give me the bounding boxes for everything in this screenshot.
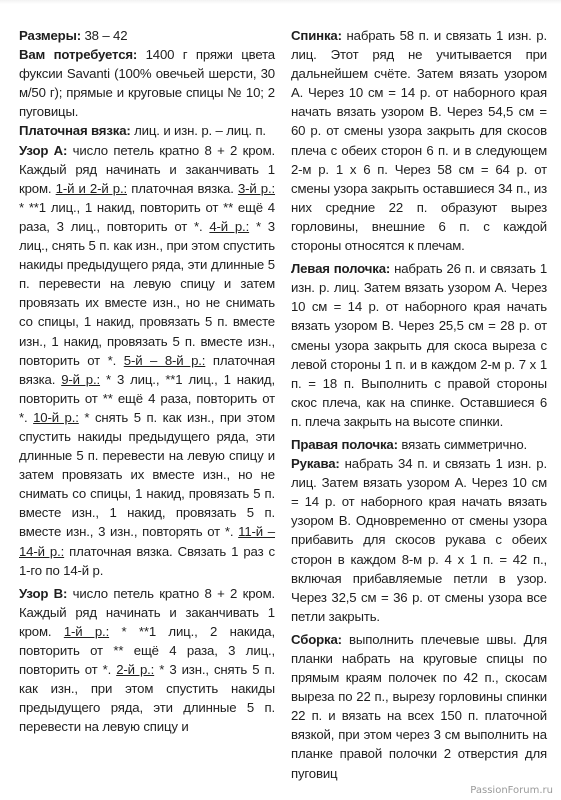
back-paragraph xyxy=(291,26,547,255)
assembly-paragraph xyxy=(291,630,547,783)
sizes-text: 38 – 42 xyxy=(80,28,128,43)
sizes-label: Размеры: xyxy=(19,28,81,43)
assembly-text: выполнить плечевые швы. Для планки набрать на круговые спицы по прямым краям полочек по 42 п., скосам выреза по 22 п., вырезу горловины спинки 22 п. и вязать на всех 150 п. платочной вязкой, при этом через 3 см выполнить на планке правой полочки 2 отверстия для пуговиц xyxy=(291,631,547,781)
pattern-b-label: Узор В: xyxy=(19,585,68,601)
left-front-label: Левая полочка: xyxy=(291,261,391,277)
row-ref: 5-й – 8-й р.: xyxy=(123,352,206,368)
pattern-b-text: число петель кратно 8 + 2 кром. Каждый ряд начинать и заканчивать 1 кром. xyxy=(19,585,275,639)
pattern-b-paragraph xyxy=(19,584,275,737)
left-front-paragraph xyxy=(291,259,547,431)
pattern-a-text: число петель кратно 8 + 2 кром. Каждый ряд начинать и заканчивать 1 кром. xyxy=(19,142,275,196)
pattern-b-text: * **1 лиц., 2 накида, повторить от ** ещё 4 раза, 3 лиц., повторить от *. xyxy=(19,623,275,678)
garter-stitch-label: Платочная вязка: xyxy=(19,123,131,139)
pattern-a-label: Узор А: xyxy=(19,142,68,158)
materials-label: Вам потребуется: xyxy=(19,47,138,63)
assembly-label: Сборка: xyxy=(291,631,342,647)
top-edge xyxy=(0,0,561,4)
row-ref: 1-й и 2-й р.: xyxy=(55,180,127,196)
row-ref: 10-й р.: xyxy=(33,409,79,425)
pattern-a-text: * снять 5 п. как изн., при этом спустить накиды предыдущего ряда, эти длинные 5 п. перевести на левую спицу и затем провязать их вместе изн., но не снимать со спицы, 1 накид, провязать 5 п. вместе изн., 1 накид, провязать 5 п. вместе изн., 3 изн., повторять от *. xyxy=(19,409,275,540)
row-ref: 9-й р.: xyxy=(61,371,101,387)
garter-stitch-text: лиц. и изн. р. – лиц. п. xyxy=(130,123,266,139)
pattern-a-text: * 3 лиц., снять 5 п. как изн., при этом спустить накиды предыдущего ряда, эти длинные 5 п. перевести на левую спицу и затем провязать их вместе изн., но не снимать со спицы, 1 накид, провязать 5 п. вместе изн., 1 накид, провязать 5 п. вместе изн., повторить от *. xyxy=(19,218,275,368)
garter-stitch-paragraph xyxy=(19,121,275,140)
row-ref: 1-й р.: xyxy=(63,623,110,639)
row-ref: 11-й – 14-й р.: xyxy=(19,524,275,559)
row-ref: 2-й р.: xyxy=(116,662,155,678)
row-ref: 4-й р.: xyxy=(209,218,250,234)
left-column xyxy=(19,26,275,736)
sleeves-paragraph xyxy=(291,454,547,626)
right-front-paragraph xyxy=(291,435,547,454)
left-front-text: набрать 26 п. и связать 1 изн. р. лиц. Затем вязать узором А. Через 10 см = 14 р. от наборного края начать вязать узором В. Через 25,5 см = 28 р. от смены узора закрыть для скоса выреза с левой стороны 1 п. и в каждом 2-м р. 7 х 1 п. = 18 п. Выполнить с правой стороны скос плеча, как на спинке. Оставшиеся 6 п. плеча закрыть на высоте спинки. xyxy=(291,261,548,429)
sleeves-text: набрать 34 п. и связать 1 изн. р. лиц. Затем вязать узором А. Через 10 см = 14 р. от наборного края начать вязать узором В. Одновременно от смены узора прибавить для скосов рукава с обеих сторон в каждом 8-м р. 4 х 1 п. = 42 п., включая прибавляемые петли в узор. Через 32,5 см = 36 р. от смены узора все петли закрыть. xyxy=(291,456,547,624)
sleeves-label: Рукава: xyxy=(291,456,340,472)
right-column xyxy=(291,26,547,783)
site-watermark: PassionForum.ru xyxy=(470,785,553,796)
pattern-a-text: платочная вязка. xyxy=(19,352,275,387)
right-front-label: Правая полочка: xyxy=(291,436,398,452)
back-label: Спинка: xyxy=(291,28,342,43)
pattern-a-paragraph xyxy=(19,141,275,580)
pattern-a-text: * 3 лиц., **1 лиц., 1 накид, повторить от ** ещё 4 раза, повторить от *. xyxy=(19,371,275,425)
pattern-a-text: * **1 лиц., 1 накид, повторить от ** ещё 4 раза, 3 лиц., повторить от *. xyxy=(19,199,275,234)
row-ref: 3-й р.: xyxy=(237,180,276,196)
right-front-text: вязать симметрично. xyxy=(397,436,528,452)
back-text: набрать 58 п. и связать 1 изн. р. лиц. Этот ряд не учитывается при дальнейшем счёте. Затем вязать узором А. Через 10 см = 14 р. от наборного края начать вязать узором В. Через 54,5 см = 60 р. от смены узора закрыть для скосов плеча с обеих сторон 6 п. и в следующем 2-м р. 1 х 6 п. Через 58 см = 64 р. от смены узора закрыть оставшиеся 34 п., из них средние 22 п. образуют вырез горловины, внешние 6 п. с каждой стороны относятся к плечам. xyxy=(291,28,547,254)
pattern-a-text: платочная вязка. xyxy=(127,180,238,196)
sizes-paragraph xyxy=(19,26,275,45)
materials-text: 1400 г пряжи цвета фуксии Savanti (100% овечьей шерсти, 30 м/50 г); прямые и круговые спицы № 10; 2 пуговицы. xyxy=(19,47,275,120)
materials-paragraph xyxy=(19,45,275,121)
pattern-a-text: платочная вязка. Связать 1 раз с 1-го по 14-й р. xyxy=(19,543,275,578)
pattern-b-text: * 3 изн., снять 5 п. как изн., при этом спустить накиды предыдущего ряда, эти длинные 5 п. перевести на левую спицу и xyxy=(19,662,275,735)
